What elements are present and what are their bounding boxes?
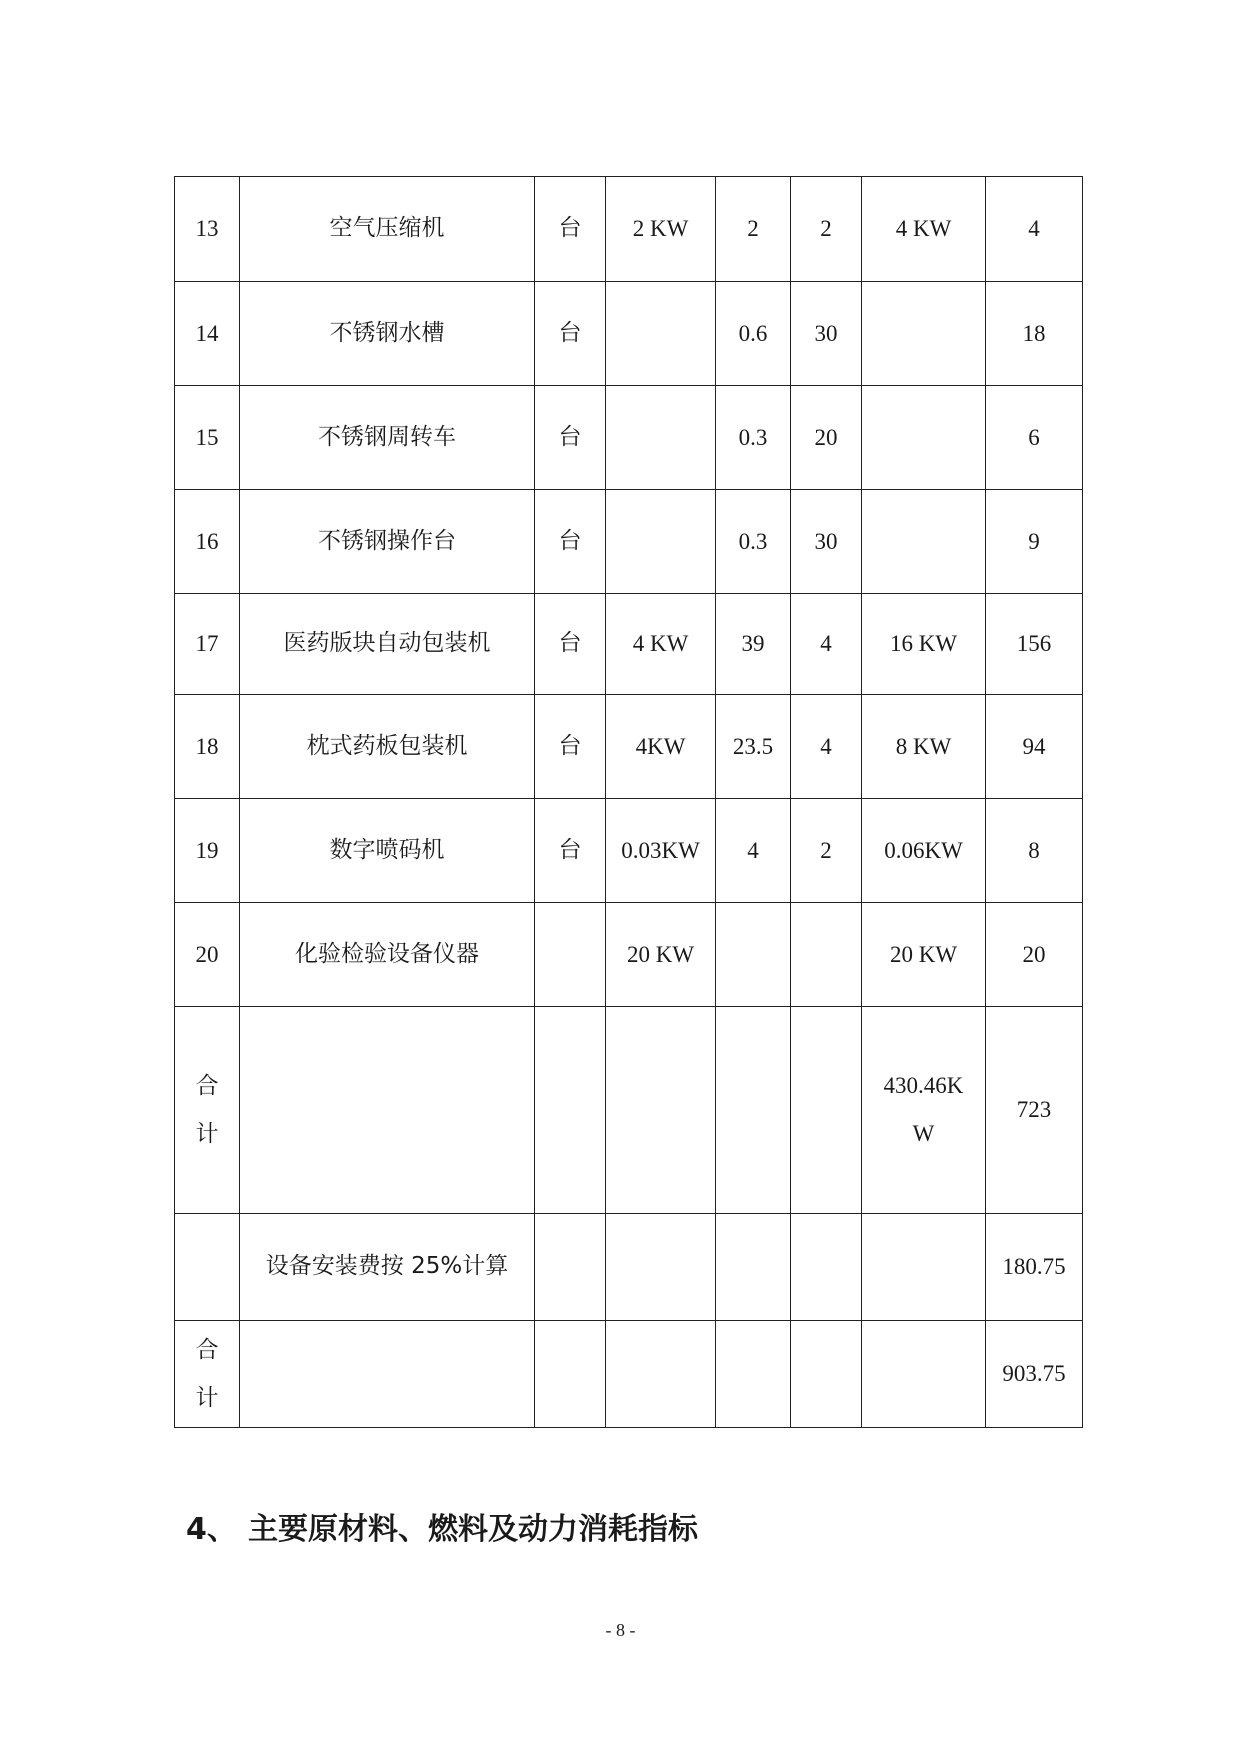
subtotal-label-cell (175, 1007, 240, 1214)
table-row (175, 282, 1083, 386)
section-heading (186, 1504, 698, 1548)
amount-cell: 9 (986, 490, 1083, 594)
total-power-cell (862, 490, 986, 594)
empty-cell (791, 1214, 862, 1321)
empty-cell (535, 1321, 606, 1428)
unit-cell: 台 (535, 386, 606, 490)
section-number: 4、 (186, 1512, 237, 1547)
equipment-name: 不锈钢操作台 (240, 490, 535, 594)
quantity-cell: 4 (791, 594, 862, 695)
quantity-cell: 2 (791, 799, 862, 903)
price-cell: 0.3 (716, 490, 791, 594)
equipment-name: 空气压缩机 (240, 177, 535, 282)
equipment-name: 医药版块自动包装机 (240, 594, 535, 695)
subtotal-label: 合计 (195, 1072, 219, 1147)
amount-cell: 4 (986, 177, 1083, 282)
power-cell: 4 KW (606, 594, 716, 695)
empty-cell (716, 1214, 791, 1321)
total-power-cell: 20 KW (862, 903, 986, 1007)
row-number: 13 (175, 177, 240, 282)
equipment-name: 枕式药板包装机 (240, 695, 535, 799)
power-cell (606, 386, 716, 490)
empty-cell (535, 1214, 606, 1321)
power-cell: 0.03KW (606, 799, 716, 903)
row-number: 14 (175, 282, 240, 386)
unit-cell: 台 (535, 177, 606, 282)
grand-total-label: 合计 (195, 1336, 219, 1411)
empty-cell (606, 1007, 716, 1214)
row-number: 15 (175, 386, 240, 490)
empty-cell (606, 1321, 716, 1428)
empty-cell (716, 1321, 791, 1428)
table-row (175, 386, 1083, 490)
price-cell: 39 (716, 594, 791, 695)
power-cell: 2 KW (606, 177, 716, 282)
quantity-cell: 30 (791, 282, 862, 386)
quantity-cell: 20 (791, 386, 862, 490)
total-power-cell (862, 282, 986, 386)
power-cell (606, 282, 716, 386)
amount-cell: 156 (986, 594, 1083, 695)
empty-cell (240, 1007, 535, 1214)
subtotal-row (175, 1007, 1083, 1214)
amount-cell: 18 (986, 282, 1083, 386)
amount-cell: 8 (986, 799, 1083, 903)
empty-cell (716, 1007, 791, 1214)
amount-cell: 6 (986, 386, 1083, 490)
unit-cell: 台 (535, 799, 606, 903)
install-fee-row (175, 1214, 1083, 1321)
grand-total-amount: 903.75 (986, 1321, 1083, 1428)
subtotal-amount: 723 (986, 1007, 1083, 1214)
empty-cell (862, 1214, 986, 1321)
amount-cell: 20 (986, 903, 1083, 1007)
table-row (175, 799, 1083, 903)
table-row (175, 490, 1083, 594)
price-cell: 23.5 (716, 695, 791, 799)
row-number: 20 (175, 903, 240, 1007)
price-cell: 0.6 (716, 282, 791, 386)
empty-cell (240, 1321, 535, 1428)
equipment-name: 不锈钢周转车 (240, 386, 535, 490)
power-cell: 20 KW (606, 903, 716, 1007)
install-fee-label: 设备安装费按 25%计算 (240, 1214, 535, 1321)
empty-cell (606, 1214, 716, 1321)
subtotal-power-cell (862, 1007, 986, 1214)
unit-cell (535, 903, 606, 1007)
table-row (175, 903, 1083, 1007)
price-cell: 0.3 (716, 386, 791, 490)
subtotal-power: 430.46KW (883, 1072, 964, 1146)
power-cell (606, 490, 716, 594)
equipment-name: 不锈钢水槽 (240, 282, 535, 386)
unit-cell: 台 (535, 695, 606, 799)
power-cell: 4KW (606, 695, 716, 799)
price-cell: 4 (716, 799, 791, 903)
total-power-cell: 8 KW (862, 695, 986, 799)
equipment-name: 数字喷码机 (240, 799, 535, 903)
unit-cell: 台 (535, 490, 606, 594)
row-number: 17 (175, 594, 240, 695)
row-number: 19 (175, 799, 240, 903)
quantity-cell (791, 903, 862, 1007)
quantity-cell: 2 (791, 177, 862, 282)
row-number: 18 (175, 695, 240, 799)
empty-cell (862, 1321, 986, 1428)
total-power-cell: 16 KW (862, 594, 986, 695)
amount-cell: 94 (986, 695, 1083, 799)
table-row (175, 177, 1083, 282)
price-cell: 2 (716, 177, 791, 282)
empty-cell (535, 1007, 606, 1214)
price-cell (716, 903, 791, 1007)
empty-cell (791, 1321, 862, 1428)
unit-cell: 台 (535, 282, 606, 386)
total-power-cell: 0.06KW (862, 799, 986, 903)
install-fee-amount: 180.75 (986, 1214, 1083, 1321)
section-title: 主要原材料、燃料及动力消耗指标 (248, 1512, 698, 1547)
quantity-cell: 30 (791, 490, 862, 594)
empty-cell (175, 1214, 240, 1321)
page-number: - 8 - (605, 1620, 636, 1640)
grand-total-label-cell (175, 1321, 240, 1428)
quantity-cell: 4 (791, 695, 862, 799)
table-row (175, 594, 1083, 695)
row-number: 16 (175, 490, 240, 594)
equipment-table (174, 176, 1083, 1428)
total-power-cell: 4 KW (862, 177, 986, 282)
equipment-name: 化验检验设备仪器 (240, 903, 535, 1007)
unit-cell: 台 (535, 594, 606, 695)
total-power-cell (862, 386, 986, 490)
table-row (175, 695, 1083, 799)
empty-cell (791, 1007, 862, 1214)
grand-total-row (175, 1321, 1083, 1428)
